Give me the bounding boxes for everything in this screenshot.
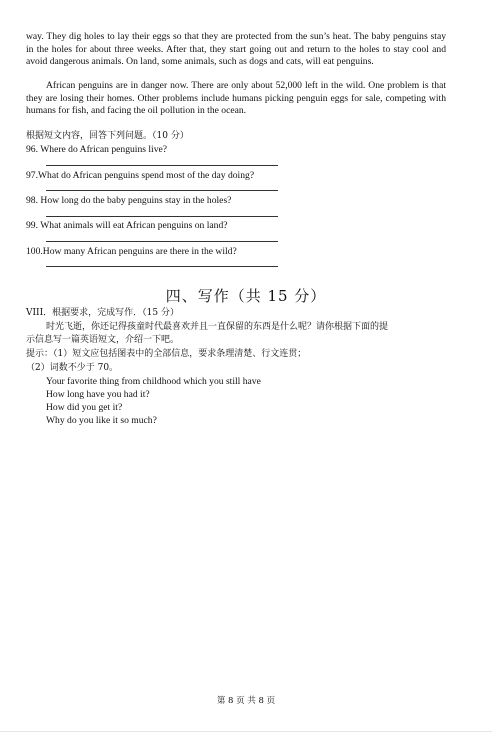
question-100: 100.How many African penguins are there in the wild? bbox=[26, 246, 237, 257]
page-number-footer: 第 8 页 共 8 页 bbox=[216, 696, 276, 706]
answer-line-98 bbox=[46, 216, 278, 217]
answer-line-97 bbox=[46, 190, 278, 191]
page-bottom-edge bbox=[0, 731, 492, 732]
writing-hint-1: 提示：（1）短文应包括图表中的全部信息，要求条理清楚、行文连贯； bbox=[26, 349, 307, 359]
writing-cue-2: How long have you had it? bbox=[46, 389, 150, 400]
question-96: 96. Where do African penguins live? bbox=[26, 144, 168, 155]
answer-line-100 bbox=[46, 266, 278, 267]
writing-prompt-line-2: 示信息写一篇英语短文，介绍一下吧。 bbox=[26, 335, 180, 345]
questions-instruction: 根据短文内容，回答下列问题。（10 分） bbox=[26, 131, 189, 141]
answer-line-96 bbox=[46, 165, 278, 166]
answer-line-99 bbox=[46, 241, 278, 242]
writing-cue-4: Why do you like it so much? bbox=[46, 415, 157, 426]
section-title-writing: 四、写作（共 15 分） bbox=[165, 287, 327, 305]
writing-header: VIII．根据要求，完成写作．（15 分） bbox=[26, 308, 179, 318]
question-97: 97.What do African penguins spend most of the day doing? bbox=[26, 170, 255, 181]
passage-paragraph-2: African penguins are in danger now. There are only about 52,000 left in the wild. One problem is that they are losing their homes. Other problems include humans picking penguin eggs for sale, competing with humans for fish, and facing the oil pollution in the ocean. bbox=[26, 80, 446, 117]
question-99: 99. What animals will eat African penguins on land? bbox=[26, 220, 228, 231]
writing-prompt-line-1: 时光飞逝，你还记得孩童时代最喜欢并且一直保留的东西是什么呢？请你根据下面的提 bbox=[46, 322, 389, 332]
writing-cue-1: Your favorite thing from childhood which you still have bbox=[46, 376, 261, 387]
passage-paragraph-1: way. They dig holes to lay their eggs so that they are protected from the sun’s heat. The baby penguins stay in the holes for about three weeks. After that, they start going out and return to the holes to stay cool and avoid dangerous animals. On land, some animals, such as dogs and cats, will eat penguins. bbox=[26, 31, 446, 68]
question-98: 98. How long do the baby penguins stay in the holes? bbox=[26, 195, 232, 206]
writing-hint-2: （2）词数不少于 70。 bbox=[26, 363, 119, 373]
writing-cue-3: How did you get it? bbox=[46, 402, 123, 413]
